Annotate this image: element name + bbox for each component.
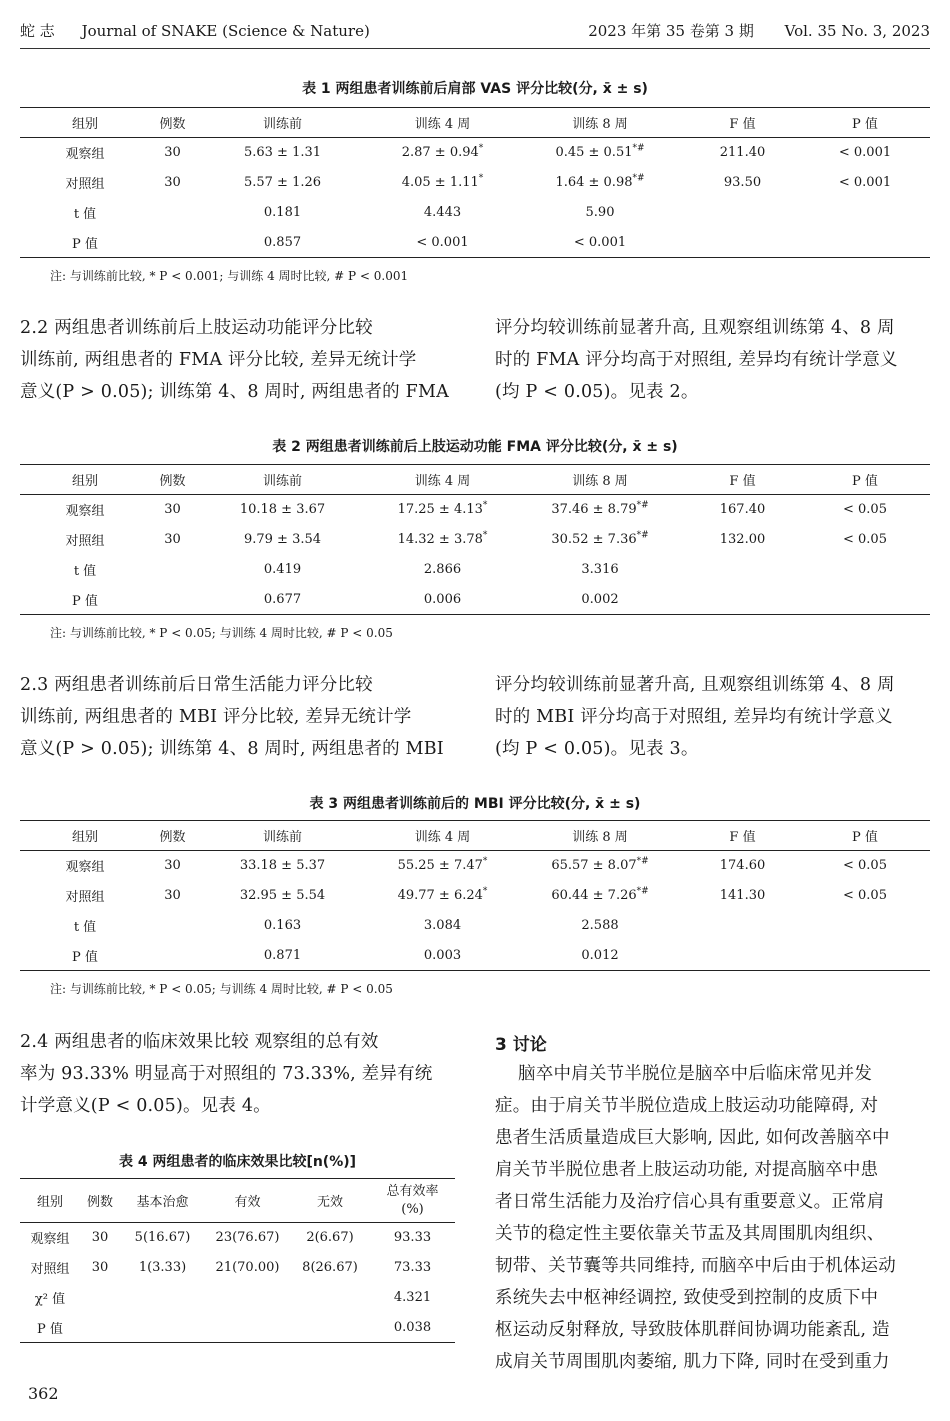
table-cell: 55.25 ± 7.47* [397,856,488,874]
table-row [20,495,930,525]
table-cell [800,555,930,585]
column-header: 例数 [150,108,195,138]
issue-en: Vol. 35 No. 3, 2023 [784,22,930,40]
table-cell: t 值 [73,207,97,222]
paragraph-line: 时的 FMA 评分均高于对照组, 差异均有统计学意义 [495,350,898,370]
table-cell [685,911,800,941]
paragraph-line: (均 P < 0.05)。见表 3。 [495,739,699,759]
table-row [20,851,930,881]
column-header: 基本治愈 [120,1179,205,1223]
table-cell [205,1313,290,1343]
table-row [20,941,930,971]
table-row [20,168,930,198]
table-cell: 0.006 [370,585,515,615]
paragraph-line: 意义(P > 0.05); 训练第 4、8 周时, 两组患者的 MBI [20,739,444,759]
table-cell [800,941,930,971]
table-cell: 观察组 [65,147,105,163]
table-header-row [20,465,930,495]
paragraph-line: 率为 93.33% 明显高于对照组的 73.33%, 差异有统 [20,1064,433,1084]
table-cell: 30 [164,502,181,518]
table-cell [150,585,195,615]
table-cell: 对照组 [65,890,105,905]
table-cell [800,228,930,258]
column-header: P 值 [800,108,930,138]
table-cell: 2(6.67) [306,1230,354,1246]
table-row [20,525,930,555]
table-cell: 30.52 ± 7.36*# [551,530,649,547]
column-header: 组别 [20,1179,80,1223]
table-cell: 37.46 ± 8.79*# [551,500,649,518]
paragraph-line: 意义(P > 0.05); 训练第 4、8 周时, 两组患者的 FMA [20,382,449,402]
paragraph-line: 训练前, 两组患者的 MBI 评分比较, 差异无统计学 [20,707,412,727]
table-cell: < 0.001 [838,175,892,190]
table-cell: 0.038 [370,1313,455,1343]
table3-caption: 表 3 两组患者训练前后的 MBI 评分比较(分, x̄ ± s) [309,796,641,812]
column-header: 组别 [20,108,150,138]
paragraph-line: 系统失去中枢神经调控, 致使受到控制的皮质下中 [495,1288,879,1308]
table-cell: 5.57 ± 1.26 [243,175,322,190]
table-cell: 观察组 [65,860,105,876]
table-cell: 对照组 [65,534,105,549]
section-2-2-left [20,312,465,408]
section-2-3-right [495,669,930,765]
table-header-row [20,1179,455,1223]
table-cell: 5(16.67) [134,1230,191,1246]
table-cell: 0.181 [263,205,302,220]
column-header: 训练 8 周 [515,821,685,851]
table-cell: P 值 [20,1313,80,1343]
journal-name-cn: 蛇 志 [20,22,55,40]
paragraph-line: 时的 MBI 评分均高于对照组, 差异均有统计学意义 [495,707,893,727]
paragraph-line: 评分均较训练前显著升高, 且观察组训练第 4、8 周 [495,675,895,695]
column-header: 训练 4 周 [370,108,515,138]
table-cell [120,1313,205,1343]
paragraph-line: 训练前, 两组患者的 FMA 评分比较, 差异无统计学 [20,350,417,370]
section-3-heading: 3 讨论 [495,1035,547,1055]
paragraph-line: 枢运动反射释放, 导致肢体肌群间协调功能紊乱, 造 [495,1320,890,1340]
column-header: 例数 [150,465,195,495]
table-cell: 14.32 ± 3.78* [397,530,488,547]
paragraph-line: 患者生活质量造成巨大影响, 因此, 如何改善脑卒中 [495,1128,890,1148]
table2 [20,464,930,615]
table-row [20,881,930,911]
table-cell: P 值 [20,228,150,258]
column-header: 无效 [290,1179,370,1223]
table-cell: 30 [91,1230,109,1246]
column-header: 训练 4 周 [370,465,515,495]
table-cell: 32.95 ± 5.54 [239,888,326,903]
table-cell: 5.63 ± 1.31 [243,145,322,161]
table-row [20,585,930,615]
table-cell: 167.40 [719,502,766,518]
table-cell: < 0.001 [515,228,685,258]
table-row [20,1223,455,1253]
table-header-row [20,108,930,138]
table-cell: 8(26.67) [302,1260,358,1275]
table-cell: 对照组 [30,1262,70,1277]
table-cell: 65.57 ± 8.07*# [551,856,649,874]
header-left [20,20,392,41]
table-cell: 30 [164,175,181,190]
table-cell: 9.79 ± 3.54 [243,532,322,547]
table4 [20,1178,455,1343]
table-cell [150,941,195,971]
table-cell [80,1283,120,1313]
paragraph-line: 肩关节半脱位患者上肢运动功能, 对提高脑卒中患 [495,1160,879,1180]
column-header: 训练前 [195,821,370,851]
table-cell [685,228,800,258]
table-cell: 30 [91,1260,109,1275]
table-cell [205,1283,290,1313]
table-cell: 4.443 [423,205,462,220]
table-cell: 3.316 [581,562,619,577]
paragraph-line: 计学意义(P < 0.05)。见表 4。 [20,1096,271,1116]
paragraph-line: 关节的稳定性主要依靠关节盂及其周围肌肉组织、 [495,1224,885,1244]
table-cell: < 0.05 [843,532,887,547]
table-cell [80,1313,120,1343]
table-cell: 49.77 ± 6.24* [397,886,488,903]
table-row [20,1253,455,1283]
table-cell: 93.50 [723,175,762,190]
table-cell: < 0.05 [843,858,887,874]
table-cell: < 0.05 [843,502,887,518]
table-cell: 0.003 [370,941,515,971]
table-cell: P 值 [20,941,150,971]
column-header: 训练 8 周 [515,108,685,138]
table-cell [800,911,930,941]
issue-cn: 2023 年第 35 卷第 3 期 [588,22,754,40]
column-header: F 值 [685,465,800,495]
table-cell: 10.18 ± 3.67 [239,502,326,518]
column-header: 有效 [205,1179,290,1223]
column-header: 训练前 [195,465,370,495]
table-row [20,228,930,258]
table-cell: 30 [164,888,181,903]
column-header: 训练 8 周 [515,465,685,495]
header-right [562,20,930,41]
paragraph-line: 韧带、关节囊等共同维持, 而脑卒中后由于机体运动 [495,1256,896,1276]
table-cell: 30 [164,145,181,161]
table-cell: 4.05 ± 1.11* [401,173,484,190]
table3 [20,820,930,971]
paragraph-line: 者日常生活能力及治疗信心具有重要意义。正常肩 [495,1192,885,1212]
section-3-body [495,1058,930,1378]
table-cell: < 0.05 [843,888,887,903]
section-2-2-right [495,312,930,408]
table1 [20,107,930,258]
table-cell: 21(70.00) [215,1260,280,1275]
table-cell: 对照组 [65,177,105,192]
column-header: 训练前 [195,108,370,138]
table-cell: 93.33 [393,1230,432,1246]
column-header: 总有效率 (%) [370,1179,455,1223]
paragraph-line: 评分均较训练前显著升高, 且观察组训练第 4、8 周 [495,318,895,338]
table-cell [150,555,195,585]
table-row [20,911,930,941]
table-cell: 30 [164,858,181,874]
table-cell: 0.419 [263,562,302,577]
table-cell: t 值 [73,564,97,579]
table-cell [800,198,930,228]
table-row [20,198,930,228]
column-header: 组别 [20,821,150,851]
table-cell: 1(3.33) [138,1260,187,1275]
table-cell: 141.30 [719,888,766,903]
table-cell: 1.64 ± 0.98*# [555,173,645,190]
table-cell: 观察组 [30,1232,70,1248]
table-cell: 0.857 [195,228,370,258]
table2-caption: 表 2 两组患者训练前后上肢运动功能 FMA 评分比较(分, x̄ ± s) [272,439,678,455]
section-2-3-left [20,669,465,765]
table-row [20,1283,455,1313]
column-header: P 值 [800,821,930,851]
table-cell: 5.90 [585,205,615,220]
table-cell: 0.012 [515,941,685,971]
paragraph-line: 症。由于肩关节半脱位造成上肢运动功能障碍, 对 [495,1096,879,1116]
table-cell [800,585,930,615]
paragraph-line: 2.3 两组患者训练前后日常生活能力评分比较 [20,675,373,695]
table3-note: 注: 与训练前比较, * P < 0.05; 与训练 4 周时比较, # P < 0.05 [50,982,393,996]
table-cell [150,198,195,228]
table-cell [120,1283,205,1313]
table-cell [290,1313,370,1343]
table-cell: P 值 [20,585,150,615]
table-cell: 30 [164,532,181,547]
table-cell: 73.33 [393,1260,432,1275]
column-header: P 值 [800,465,930,495]
table-cell: < 0.001 [370,228,515,258]
table-cell: 174.60 [719,858,766,874]
journal-name-en: Journal of SNAKE (Science & Nature) [81,22,370,40]
table-cell: 0.163 [263,918,302,933]
table-cell: 2.866 [423,562,462,577]
table-cell: 3.084 [423,918,462,933]
table-cell: 0.45 ± 0.51*# [555,143,645,161]
table-row [20,138,930,168]
table-cell [685,941,800,971]
table-cell: 0.677 [195,585,370,615]
table-row [20,555,930,585]
table-cell: 17.25 ± 4.13* [397,500,488,518]
column-header: 训练 4 周 [370,821,515,851]
table-cell [290,1283,370,1313]
table-cell: t 值 [73,920,97,935]
table-cell: < 0.001 [838,145,892,161]
column-header: 例数 [80,1179,120,1223]
column-header: 组别 [20,465,150,495]
page-number: 362 [28,1384,59,1403]
table-cell: 2.588 [581,918,619,933]
table-cell [685,198,800,228]
table-cell: 132.00 [719,532,766,547]
table-cell [685,585,800,615]
table-cell: χ² 值 [34,1292,66,1307]
column-header: F 值 [685,108,800,138]
table-cell [150,911,195,941]
table-cell: 23(76.67) [215,1230,280,1246]
paragraph-line: 2.4 两组患者的临床效果比较 观察组的总有效 [20,1032,379,1052]
table-row [20,1313,455,1343]
table4-caption: 表 4 两组患者的临床效果比较[n(%)] [118,1154,357,1170]
table1-caption: 表 1 两组患者训练前后肩部 VAS 评分比较(分, x̄ ± s) [302,81,648,97]
table-cell: 观察组 [65,504,105,520]
paragraph-line: 脑卒中肩关节半脱位是脑卒中后临床常见并发 [495,1064,873,1084]
section-2-4 [20,1026,465,1122]
table-cell [150,228,195,258]
table2-note: 注: 与训练前比较, * P < 0.05; 与训练 4 周时比较, # P < 0.05 [50,626,393,640]
table-cell: 2.87 ± 0.94* [401,143,484,161]
paragraph-line: 成肩关节周围肌肉萎缩, 肌力下降, 同时在受到重力 [495,1352,890,1372]
table-cell: 33.18 ± 5.37 [239,858,326,874]
column-header: 例数 [150,821,195,851]
table-header-row [20,821,930,851]
column-header: F 值 [685,821,800,851]
paragraph-line: 2.2 两组患者训练前后上肢运动功能评分比较 [20,318,373,338]
table-cell: 0.002 [515,585,685,615]
table-cell [685,555,800,585]
table-cell: 60.44 ± 7.26*# [551,886,649,903]
table-cell: 4.321 [393,1290,432,1305]
table-cell: 0.871 [195,941,370,971]
running-header [20,14,930,49]
paragraph-line: (均 P < 0.05)。见表 2。 [495,382,699,402]
table-cell: 211.40 [719,145,766,161]
table1-note: 注: 与训练前比较, * P < 0.001; 与训练 4 周时比较, # P < 0.001 [50,269,409,283]
